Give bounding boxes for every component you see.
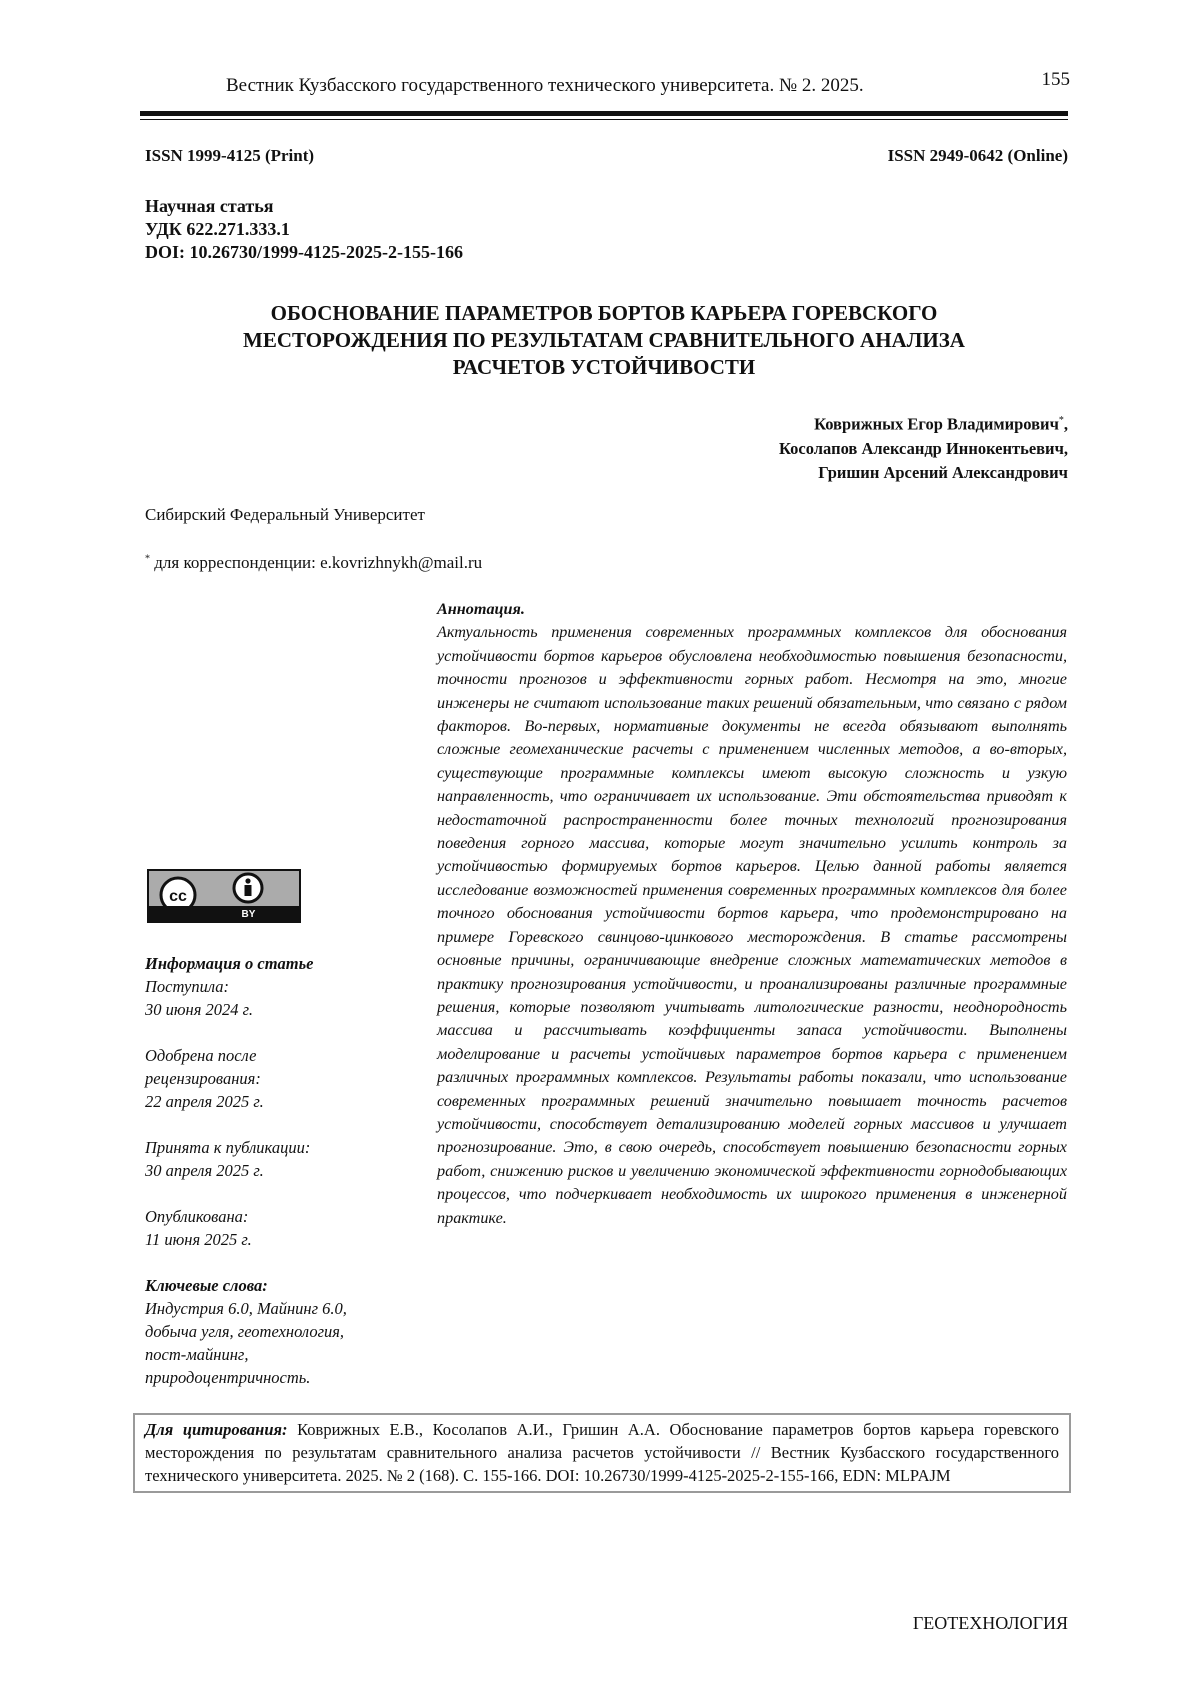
keywords-line: природоцентричность. <box>145 1368 311 1387</box>
article-title <box>140 300 1068 381</box>
author-separator: , <box>1063 414 1068 434</box>
citation-text: Коврижных Е.В., Косолапов А.И., Гришин А.А. Обоснование параметров бортов карьера горевского месторождения по результатам сравнительного анализа расчетов устойчивости // Вестник Кузбасского государственного технического университета. 2025. № 2 (168). С. 155-166. DOI: 10.26730/1999-4125-2025-2-155-166, EDN: MLPAJM <box>145 1420 1059 1485</box>
section-name: ГЕОТЕХНОЛОГИЯ <box>912 1613 1068 1633</box>
citation-box <box>133 1413 1071 1493</box>
correspondence <box>145 553 482 573</box>
cc-by-icon <box>149 871 299 907</box>
title-line: ОБОСНОВАНИЕ ПАРАМЕТРОВ БОРТОВ КАРЬЕРА ГОРЕВСКОГО <box>270 301 938 325</box>
article-info <box>145 952 395 1389</box>
title-line: РАСЧЕТОВ УСТОЙЧИВОСТИ <box>452 355 756 379</box>
published-date: 11 июня 2025 г. <box>145 1230 252 1249</box>
affiliation: Сибирский Федеральный Университет <box>145 505 425 524</box>
approved-date: 22 апреля 2025 г. <box>145 1092 264 1111</box>
corresponding-mark: * <box>1058 415 1064 426</box>
approved-label: рецензирования: <box>145 1069 261 1088</box>
correspondence-email-line[interactable]: для корреспонденции: e.kovrizhnykh@mail.ru <box>150 553 483 572</box>
keywords-line: пост-майнинг, <box>145 1345 249 1364</box>
author: Косолапов Александр Иннокентьевич, <box>779 438 1068 458</box>
header-rule-thin <box>140 119 1068 120</box>
license-label: BY <box>241 909 256 920</box>
accepted-date: 30 апреля 2025 г. <box>145 1161 264 1180</box>
article-info-heading: Информация о статье <box>145 954 314 973</box>
received-label: Поступила: <box>145 977 229 996</box>
journal-name: Вестник Кузбасского государственного технического университета. № 2. 2025. <box>226 75 864 96</box>
corresponding-mark: * <box>145 553 150 565</box>
article-type: Научная статья <box>145 196 274 216</box>
citation-lead: Для цитирования: <box>145 1420 288 1439</box>
author <box>779 409 1068 437</box>
author-list <box>779 409 1068 485</box>
udc-code: УДК 622.271.333.1 <box>145 219 290 239</box>
issn-print: ISSN 1999-4125 (Print) <box>145 146 315 165</box>
license-band <box>149 906 299 921</box>
header-rule-thick <box>140 111 1068 116</box>
title-line: МЕСТОРОЖДЕНИЯ ПО РЕЗУЛЬТАТАМ СРАВНИТЕЛЬНОГО АНАЛИЗА <box>243 328 965 352</box>
issn-online: ISSN 2949-0642 (Online) <box>887 146 1068 165</box>
abstract-body: Актуальность применения современных программных комплексов для обоснования устойчивости бортов карьеров обусловлена необходимостью повышения безопасности, точности прогнозов и эффективности горных работ. Несмотря на это, многие инженеры не считают использование таких решений обязательным, что связано с рядом факторов. Во-первых, нормативные документы не всегда обязывают выполнять сложные геомеханические расчеты с применением численных методов, а во-вторых, существующие программные комплексы имеют высокую сложность и узкую направленность, что ограничивает их использование. Эти обстоятельства приводят к недостаточной распространенности более точных технологий прогнозирования поведения горного массива, которые могут значительно усилить контроль за устойчивостью формируемых бортов карьеров. Целью данной работы является исследование возможностей применения современных программных комплексов для более точного обоснования устойчивости бортов карьера, что продемонстрировано на примере Горевского свинцово-цинкового месторождения. В статье рассмотрены основные причины, ограничивающие внедрение сложных математических методов в практику прогнозирования устойчивости, и проанализированы различные программные решения, которые позволяют учитывать литологические разности, неоднородность массива и рассчитывать коэффициенты запаса устойчивости. Выполнены моделирование и расчеты устойчивых параметров бортов карьера с применением различных программных комплексов. Результаты работы показали, что использование современных программных решений значительно повышает точность расчетов устойчивости, способствует детализированию моделей горных массивов и улучшает прогнозирование. Это, в свою очередь, способствует повышению безопасности горных работ, снижению рисков и увеличению экономической эффективности горнодобывающих процессов, что подчеркивает необходимость их широкого применения в инженерной практике. <box>437 623 1067 1227</box>
keywords-line: Индустрия 6.0, Майнинг 6.0, <box>145 1299 347 1318</box>
accepted-label: Принята к публикации: <box>145 1138 311 1157</box>
published-label: Опубликована: <box>145 1207 249 1226</box>
received-date: 30 июня 2024 г. <box>145 1000 253 1019</box>
abstract-heading: Аннотация. <box>437 600 525 618</box>
abstract <box>437 598 1067 1230</box>
doi: DOI: 10.26730/1999-4125-2025-2-155-166 <box>145 242 463 262</box>
cc-by-license-badge[interactable] <box>147 869 301 923</box>
svg-text:cc: cc <box>169 888 187 905</box>
keywords-line: добыча угля, геотехнология, <box>145 1322 345 1341</box>
keywords-heading: Ключевые слова: <box>145 1276 268 1295</box>
article-meta <box>145 195 463 264</box>
page-number: 155 <box>1041 69 1070 90</box>
author-name: Коврижных Егор Владимирович <box>814 414 1059 434</box>
approved-label: Одобрена после <box>145 1046 257 1065</box>
author: Гришин Арсений Александрович <box>818 462 1068 482</box>
